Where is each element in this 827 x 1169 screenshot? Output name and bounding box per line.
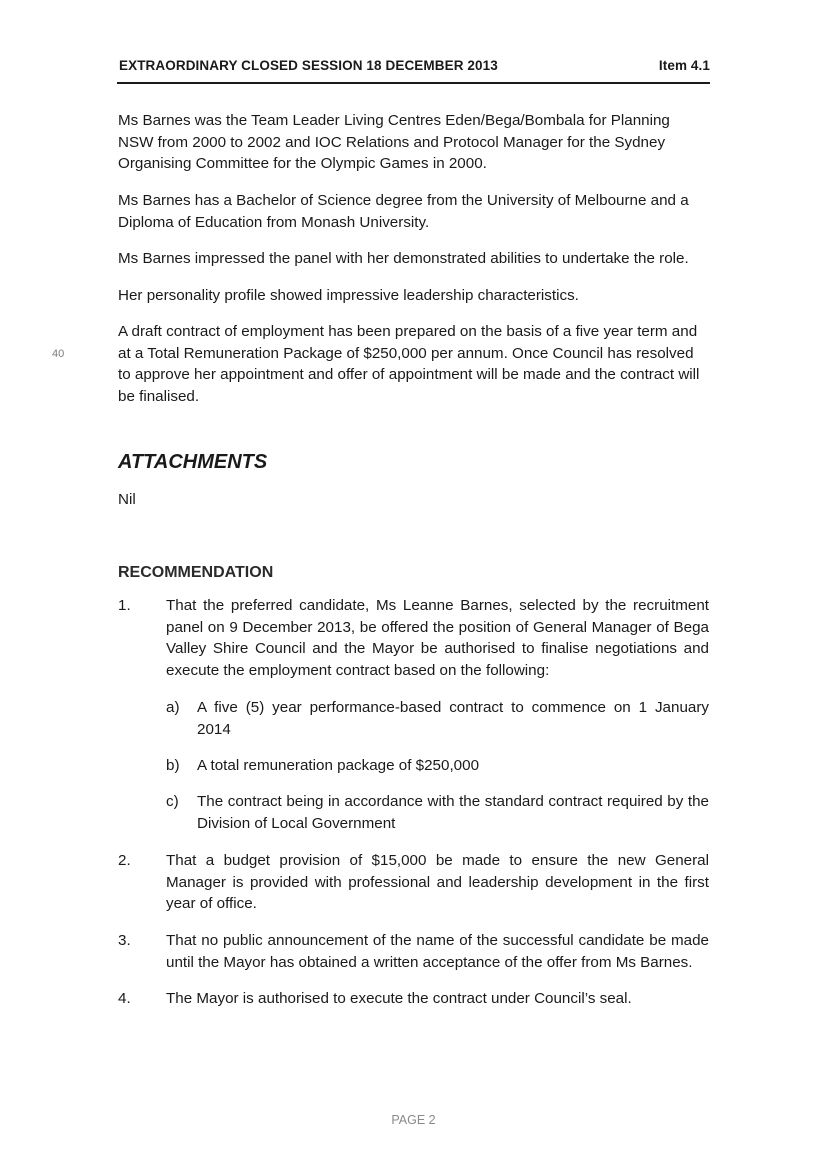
- attachments-text: Nil: [118, 491, 136, 508]
- subitem-b: A total remuneration package of $250,000: [197, 757, 480, 774]
- recommendation-heading: RECOMMENDATION: [118, 564, 274, 581]
- line-number: 40: [52, 348, 65, 360]
- subitem-letter-c: c): [166, 793, 179, 810]
- paragraph-panel: Ms Barnes impressed the panel with her demonstrated abilities to undertake the role.: [118, 250, 689, 267]
- recommendation-number-1: 1.: [118, 597, 131, 614]
- paragraph-personality: Her personality profile showed impressive leadership characteristics.: [118, 287, 579, 304]
- recommendation-item-4: The Mayor is authorised to execute the contract under Council’s seal.: [166, 990, 632, 1007]
- session-title: EXTRAORDINARY CLOSED SESSION 18 DECEMBER 2013: [119, 58, 498, 73]
- recommendation-number-2: 2.: [118, 852, 131, 869]
- subitem-c: The contract being in accordance with the standard contract required by the Division of Local Government: [197, 793, 709, 832]
- recommendation-item-1: That the preferred candidate, Ms Leanne Barnes, selected by the recruitment panel on 9 December 2013, be offered the position of General Manager of Bega Valley Shire Council and the Mayor be authorised to finalise negotiations and execute the employment contract based on the following:: [166, 597, 709, 679]
- header-divider: [117, 82, 710, 84]
- recommendation-item-3: That no public announcement of the name of the successful candidate be made until the Mayor has obtained a written acceptance of the offer from Ms Barnes.: [166, 932, 709, 971]
- item-label: Item 4.1: [658, 58, 710, 73]
- recommendation-item-2: That a budget provision of $15,000 be made to ensure the new General Manager is provided with professional and leadership development in the first year of office.: [166, 852, 709, 912]
- recommendation-number-3: 3.: [118, 932, 131, 949]
- subitem-letter-b: b): [166, 757, 180, 774]
- recommendation-number-4: 4.: [118, 990, 131, 1007]
- page-number: PAGE 2: [391, 1113, 436, 1127]
- paragraph-career: Ms Barnes was the Team Leader Living Centres Eden/Bega/Bombala for Planning NSW from 2000 to 2002 and IOC Relations and Protocol Manager for the Sydney Organising Committee for the Olympic Games in 2000.: [118, 112, 670, 172]
- paragraph-contract: A draft contract of employment has been prepared on the basis of a five year term and at a Total Remuneration Package of $250,000 per annum. Once Council has resolved to approve her appointment and offer of appointment will be made and the contract will be finalised.: [118, 323, 700, 405]
- subitem-letter-a: a): [166, 699, 180, 716]
- attachments-heading: ATTACHMENTS: [118, 451, 268, 473]
- subitem-a: A five (5) year performance-based contract to commence on 1 January 2014: [197, 699, 709, 738]
- paragraph-education: Ms Barnes has a Bachelor of Science degree from the University of Melbourne and a Diploma of Education from Monash University.: [118, 192, 689, 231]
